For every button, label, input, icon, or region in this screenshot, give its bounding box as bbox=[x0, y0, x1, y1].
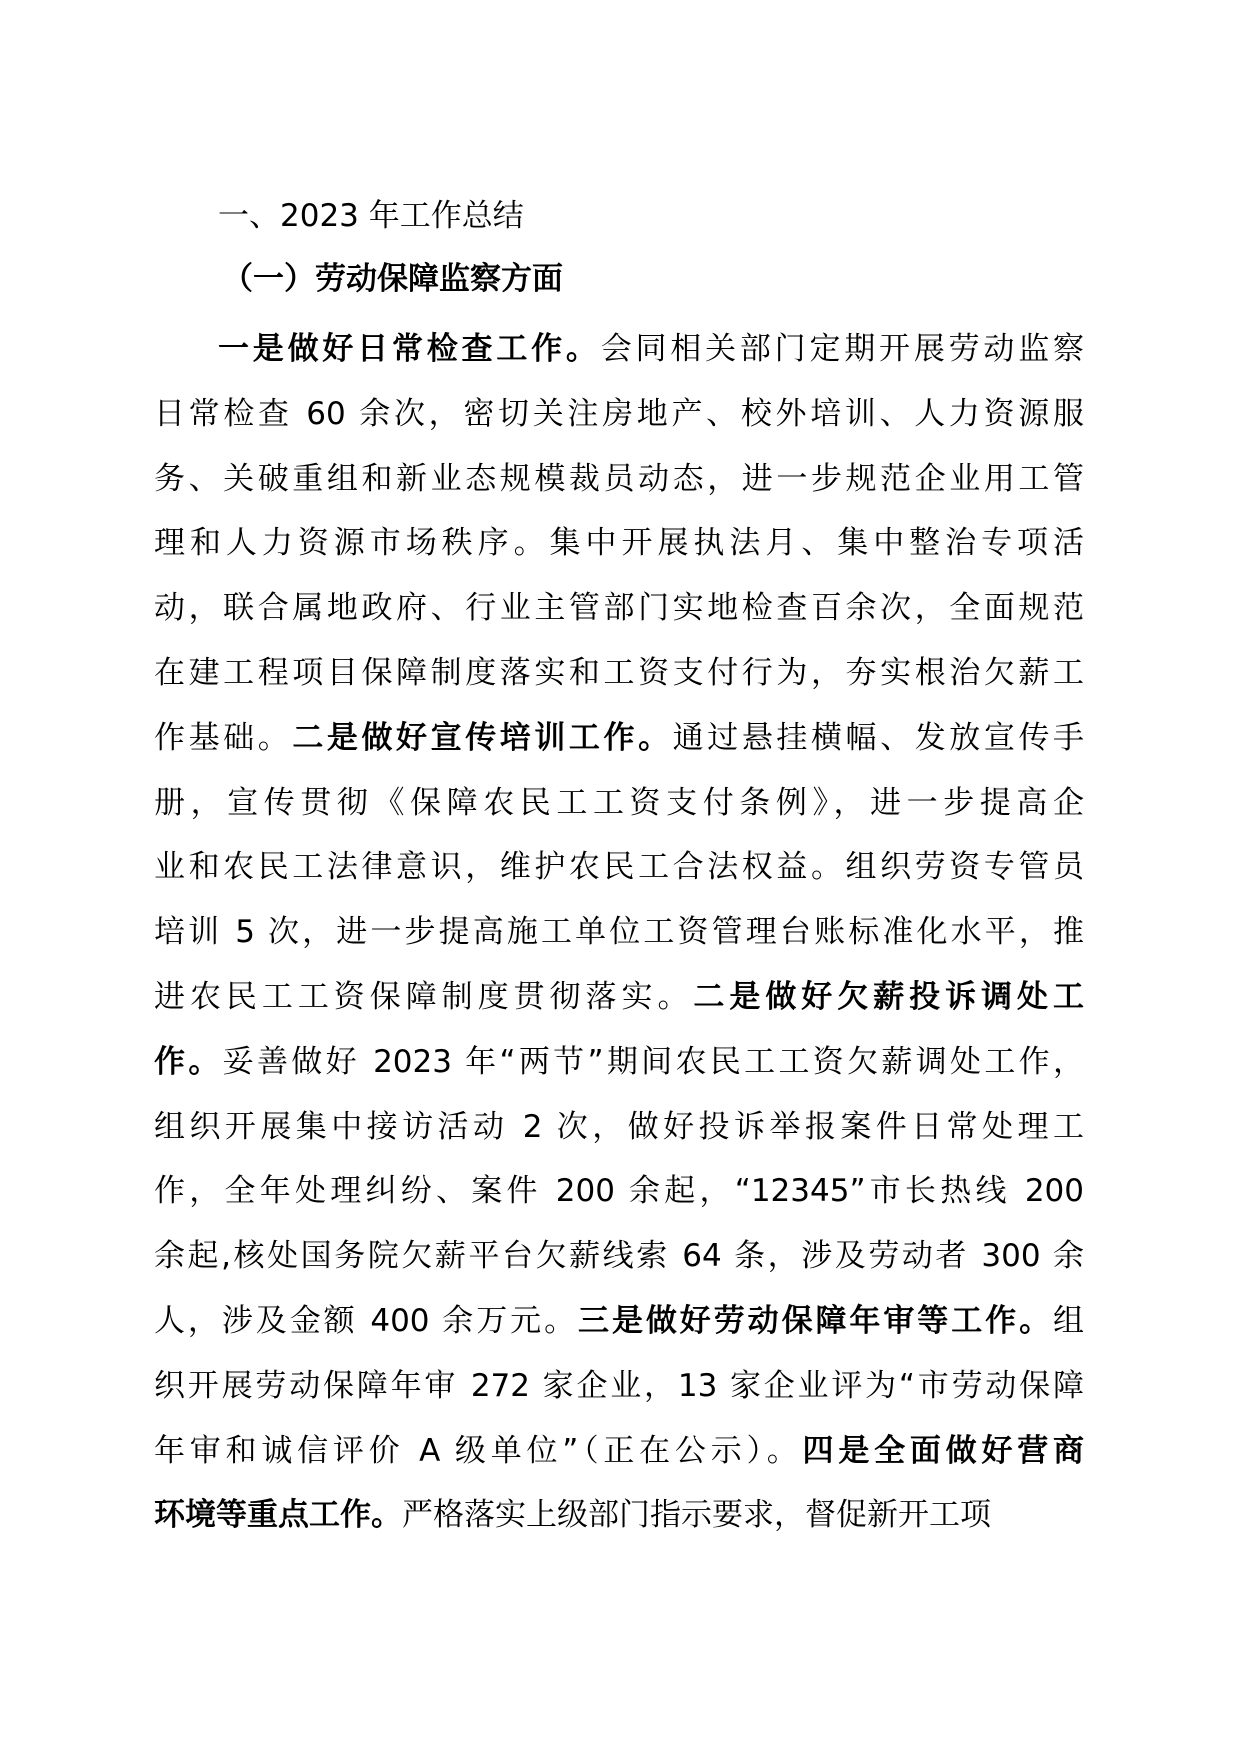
paragraph-line bbox=[154, 1030, 1084, 1095]
text-run: 务、关破重组和新业态规模裁员动态，进一步规范企业用工管 bbox=[154, 460, 1084, 497]
text-run: 在建工程项目保障制度落实和工资支付行为，夯实根治欠薪工 bbox=[154, 654, 1084, 691]
bold-lead-phrase: 二是做好欠薪投诉调处工 bbox=[693, 978, 1085, 1015]
text-run: 会同相关部门定期开展劳动监察 bbox=[600, 331, 1085, 367]
paragraph-line bbox=[154, 771, 1084, 836]
text-run: 年审和诚信评价 A 级单位”（正在公示）。 bbox=[154, 1432, 803, 1469]
paragraph-line bbox=[154, 382, 1084, 447]
section-heading: 一、2023 年工作总结 bbox=[218, 198, 524, 234]
paragraph-line bbox=[154, 1419, 1084, 1484]
text-run: 作，全年处理纠纷、案件 200 余起，“12345”市长热线 200 bbox=[154, 1173, 1084, 1210]
text-run: 人，涉及金额 400 余万元。 bbox=[154, 1302, 579, 1339]
subsection-heading: （一）劳动保障监察方面 bbox=[222, 261, 563, 297]
bold-lead-phrase: 环境等重点工作。 bbox=[154, 1497, 402, 1534]
paragraph-line bbox=[154, 900, 1084, 965]
paragraph-line bbox=[154, 641, 1084, 706]
paragraph-line bbox=[154, 1289, 1084, 1354]
bold-lead-phrase: 一是做好日常检查工作。 bbox=[218, 331, 601, 367]
text-run: 织开展劳动保障年审 272 家企业，13 家企业评为“市劳动保障 bbox=[154, 1367, 1084, 1404]
text-run: 日常检查 60 余次，密切关注房地产、校外培训、人力资源服 bbox=[154, 395, 1084, 432]
body-text bbox=[154, 317, 1084, 1548]
text-run: 通过悬挂横幅、发放宣传手 bbox=[672, 719, 1085, 756]
text-run: 严格落实上级部门指示要求，督促新开工项 bbox=[402, 1497, 991, 1534]
paragraph-line bbox=[154, 447, 1084, 512]
bold-lead-phrase: 四是全面做好营商 bbox=[802, 1432, 1084, 1469]
bold-lead-phrase: 三是做好劳动保障年审等工作。 bbox=[578, 1302, 1053, 1339]
text-run: 理和人力资源市场秩序。集中开展执法月、集中整治专项活 bbox=[154, 525, 1084, 562]
paragraph-line bbox=[154, 511, 1084, 576]
text-run: 进农民工工资保障制度贯彻落实。 bbox=[154, 978, 694, 1015]
paragraph-line bbox=[154, 835, 1084, 900]
text-run: 培训 5 次，进一步提高施工单位工资管理台账标准化水平，推 bbox=[154, 914, 1084, 951]
paragraph-line bbox=[154, 1159, 1084, 1224]
paragraph-line bbox=[154, 706, 1084, 771]
paragraph-line bbox=[154, 576, 1084, 641]
paragraph-line bbox=[154, 1095, 1084, 1160]
text-run: 组 bbox=[1053, 1302, 1084, 1339]
paragraph-line bbox=[154, 317, 1084, 382]
text-run: 余起,核处国务院欠薪平台欠薪线索 64 条，涉及劳动者 300 余 bbox=[154, 1238, 1084, 1275]
paragraph-line bbox=[154, 965, 1084, 1030]
paragraph-line bbox=[154, 1224, 1084, 1289]
text-run: 组织开展集中接访活动 2 次，做好投诉举报案件日常处理工 bbox=[154, 1108, 1084, 1145]
paragraph-line bbox=[154, 1354, 1084, 1419]
bold-lead-phrase: 作。 bbox=[154, 1043, 223, 1080]
text-run: 册，宣传贯彻《保障农民工工资支付条例》，进一步提高企 bbox=[154, 784, 1084, 821]
text-run: 业和农民工法律意识，维护农民工合法权益。组织劳资专管员 bbox=[154, 849, 1084, 886]
text-run: 妥善做好 2023 年“两节”期间农民工工资欠薪调处工作， bbox=[222, 1043, 1085, 1080]
bold-lead-phrase: 二是做好宣传培训工作。 bbox=[292, 719, 673, 756]
paragraph-line bbox=[154, 1483, 1084, 1548]
text-run: 动，联合属地政府、行业主管部门实地检查百余次，全面规范 bbox=[154, 590, 1084, 627]
text-run: 作基础。 bbox=[154, 719, 293, 756]
